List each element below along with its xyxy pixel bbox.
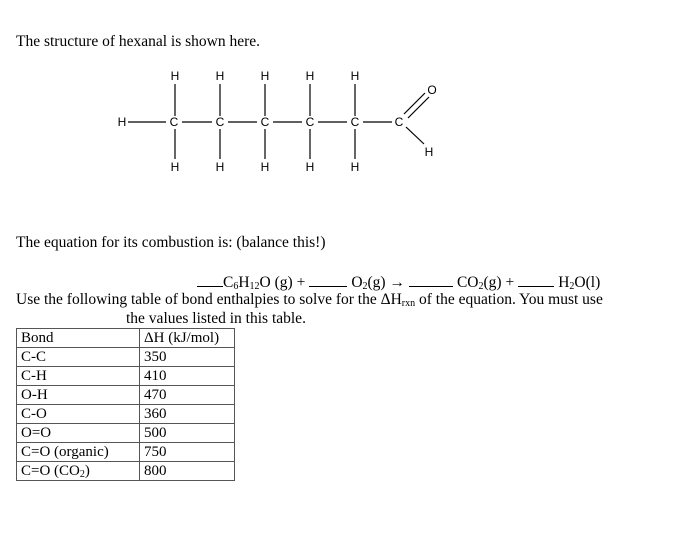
bond-cell: O-H xyxy=(17,386,140,405)
atom-h: H xyxy=(215,69,225,83)
combustion-equation: $C_6H_{12}O$ $(g) + O_2(g) \to CO_2(g) + H_2O(l)$ xyxy=(197,272,600,292)
atom-c: C xyxy=(350,115,360,129)
table-row xyxy=(17,386,235,405)
enthalpy-cell: 470 xyxy=(140,386,235,405)
atom-h: H xyxy=(260,69,270,83)
enthalpy-cell: 360 xyxy=(140,405,235,424)
instructions-line-1: Use the following table of bond enthalpies to solve for the $\Delta H_{rxn}$ of the equation. You must use xyxy=(16,291,603,309)
enthalpy-cell: 750 xyxy=(140,443,235,462)
bond-cell: C=O (organic) xyxy=(17,443,140,462)
atom-h: H xyxy=(424,145,434,159)
atom-h: H xyxy=(305,69,315,83)
hexanal-structure xyxy=(110,62,450,182)
bond-cell: C-H xyxy=(17,367,140,386)
intro-text: The structure of hexanal is shown here. xyxy=(16,33,261,50)
combustion-prompt: The equation for its combustion is: (balance this!) xyxy=(16,234,326,251)
atom-h: H xyxy=(350,69,360,83)
atom-c: C xyxy=(215,115,225,129)
table-row xyxy=(17,424,235,443)
atom-h: H xyxy=(170,160,180,174)
table-row xyxy=(17,462,235,481)
table-row xyxy=(17,348,235,367)
coefficient-blank[interactable] xyxy=(309,272,347,287)
table-row xyxy=(17,405,235,424)
enthalpy-cell: 410 xyxy=(140,367,235,386)
atom-h: H xyxy=(170,69,180,83)
bond-cell: C-C xyxy=(17,348,140,367)
table-row xyxy=(17,443,235,462)
bond-cell: C-O xyxy=(17,405,140,424)
instructions-line-2: the values listed in this table. xyxy=(126,310,306,327)
enthalpy-cell: 500 xyxy=(140,424,235,443)
enthalpy-cell: 350 xyxy=(140,348,235,367)
atom-c: C xyxy=(260,115,270,129)
atom-c: C xyxy=(394,115,404,129)
atom-h: H xyxy=(350,160,360,174)
atom-h: H xyxy=(305,160,315,174)
coefficient-blank[interactable] xyxy=(197,272,223,287)
enthalpy-cell: 800 xyxy=(140,462,235,481)
atom-o: O xyxy=(427,83,437,97)
atom-c: C xyxy=(169,115,179,129)
atom-h: H xyxy=(260,160,270,174)
table-header-row xyxy=(17,329,235,348)
table-header-bond: Bond xyxy=(17,329,140,348)
coefficient-blank[interactable] xyxy=(518,272,554,287)
coefficient-blank[interactable] xyxy=(409,272,453,287)
atom-h: H xyxy=(215,160,225,174)
bond-cell: O=O xyxy=(17,424,140,443)
table-header-enthalpy: ΔH (kJ/mol) xyxy=(140,329,235,348)
bond-enthalpy-table xyxy=(16,328,235,481)
atom-h: H xyxy=(117,115,127,129)
bond-cell: C=O $(CO_2)$ xyxy=(17,462,140,481)
atom-c: C xyxy=(305,115,315,129)
table-row xyxy=(17,367,235,386)
